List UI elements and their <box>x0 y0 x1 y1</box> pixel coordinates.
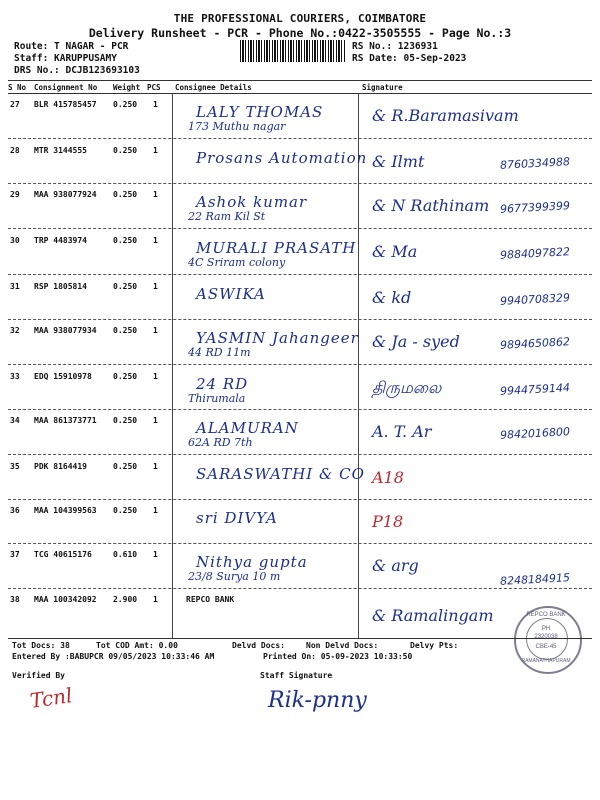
row-pcs: 1 <box>153 550 158 559</box>
drs-number: DRS No.: DCJB123693103 <box>14 65 140 76</box>
col-weight: Weight <box>113 83 141 92</box>
bank-stamp <box>514 606 582 674</box>
row-consignee-name: Prosans Automation <box>196 149 368 167</box>
row-pcs: 1 <box>153 372 158 381</box>
row-signature: & Ma <box>372 242 418 261</box>
rs-date: RS Date: 05-Sep-2023 <box>352 53 467 64</box>
row-signature: & kd <box>372 288 412 307</box>
row-signature: A. T. Ar <box>372 422 432 441</box>
row-sno: 28 <box>10 146 20 155</box>
verifier-signature: Tcnl <box>28 683 74 713</box>
row-weight: 0.250 <box>113 190 138 199</box>
row-consignee-name: Nithya gupta <box>196 553 308 571</box>
row-consignment: MTR 3144555 <box>34 146 87 155</box>
row-consignment: MAA 104399563 <box>34 506 97 515</box>
stamp-bank: REPCO BANK <box>526 612 566 618</box>
row-phone: 9884097822 <box>499 245 571 262</box>
row-consignment: TRP 4483974 <box>34 236 87 245</box>
total-cod: Tot COD Amt: 0.00 <box>96 641 178 650</box>
row-weight: 0.610 <box>113 550 138 559</box>
stamp-code: CBE-45 <box>535 644 557 650</box>
row-phone: 9944759144 <box>499 381 571 398</box>
row-pcs: 1 <box>153 190 158 199</box>
row-consignee-name: YASMIN Jahangeer <box>196 329 359 347</box>
runsheet-subtitle: Delivery Runsheet - PCR - Phone No.:0422-3505555 - Page No.:3 <box>88 26 512 40</box>
row-sno: 31 <box>10 282 20 291</box>
row-phone: 8760334988 <box>499 155 571 172</box>
rs-number: RS No.: 1236931 <box>352 41 438 52</box>
non-delivered-docs: Non Delvd Docs: <box>306 641 379 650</box>
row-signature: A18 <box>372 468 404 487</box>
row-separator <box>8 454 592 455</box>
row-sno: 29 <box>10 190 20 199</box>
row-sno: 35 <box>10 462 20 471</box>
row-consignee-address: 44 RD 11m <box>188 346 251 359</box>
row-consignee-name: SARASWATHI & CO <box>196 465 365 483</box>
row-pcs: 1 <box>153 146 158 155</box>
signature-divider <box>358 93 359 638</box>
row-consignee-address: 23/8 Surya 10 m <box>188 570 281 583</box>
row-sno: 27 <box>10 100 20 109</box>
row-consignee-name: LALY THOMAS <box>196 103 324 121</box>
col-consignment: Consignment No <box>34 83 98 92</box>
row-separator <box>8 409 592 410</box>
consignee-divider <box>172 93 173 638</box>
row-consignment: MAA 100342092 <box>34 595 97 604</box>
row-consignment: PDK 8164419 <box>34 462 87 471</box>
row-separator <box>8 274 592 275</box>
row-weight: 0.250 <box>113 372 138 381</box>
row-signature: & Ramalingam <box>372 606 494 625</box>
row-separator <box>8 543 592 544</box>
delivered-docs: Delvd Docs: <box>232 641 285 650</box>
row-consignee-name: ALAMURAN <box>196 419 299 437</box>
row-consignment: MAA 861373771 <box>34 416 97 425</box>
row-signature: P18 <box>372 512 404 531</box>
row-pcs: 1 <box>153 595 158 604</box>
row-weight: 0.250 <box>113 100 138 109</box>
entered-by: Entered By :BABUPCR 09/05/2023 10:33:46 AM <box>12 652 215 661</box>
row-signature: திருமலை <box>372 378 442 397</box>
row-consignee-name: 24 RD <box>196 375 249 393</box>
row-sno: 33 <box>10 372 20 381</box>
row-consignee-address: 173 Muthu nagar <box>188 120 286 133</box>
row-consignee-name: ASWIKA <box>196 285 266 303</box>
row-phone: 8248184915 <box>499 571 571 588</box>
table-header-rule <box>8 93 592 94</box>
row-signature: & arg <box>372 556 419 575</box>
row-weight: 0.250 <box>113 416 138 425</box>
row-pcs: 1 <box>153 236 158 245</box>
company-title: THE PROFESSIONAL COURIERS, COIMBATORE <box>173 12 427 25</box>
stamp-branch: RAMANATHAPURAM <box>521 658 571 664</box>
row-consignee-address: 22 Ram Kil St <box>188 210 266 223</box>
verified-by-label: Verified By <box>12 671 65 680</box>
col-pcs: PCS <box>147 83 161 92</box>
row-signature: & Ja - syed <box>372 332 460 351</box>
row-sno: 34 <box>10 416 20 425</box>
staff-signature-label: Staff Signature <box>260 671 333 680</box>
row-separator <box>8 183 592 184</box>
row-consignee-name: REPCO BANK <box>186 595 235 604</box>
row-consignment: EDQ 15910978 <box>34 372 92 381</box>
row-separator <box>8 138 592 139</box>
col-signature: Signature <box>362 83 403 92</box>
row-sno: 30 <box>10 236 20 245</box>
row-phone: 9677399399 <box>499 199 571 216</box>
row-pcs: 1 <box>153 282 158 291</box>
row-sno: 32 <box>10 326 20 335</box>
row-consignment: MAA 938077924 <box>34 190 97 199</box>
row-pcs: 1 <box>153 100 158 109</box>
row-consignee-address: 4C Sriram colony <box>188 256 286 269</box>
row-weight: 0.250 <box>113 236 138 245</box>
barcode <box>240 40 345 62</box>
delivery-points: Delvy Pts: <box>410 641 459 650</box>
row-pcs: 1 <box>153 416 158 425</box>
row-weight: 0.250 <box>113 146 138 155</box>
stamp-num: 2320038 <box>534 634 558 640</box>
row-consignment: TCG 40615176 <box>34 550 92 559</box>
row-signature: & R.Baramasivam <box>372 106 519 125</box>
row-phone: 9842016800 <box>499 425 571 442</box>
row-consignment: MAA 938077934 <box>34 326 97 335</box>
row-consignee-address: Thirumala <box>188 392 246 405</box>
row-separator <box>8 228 592 229</box>
row-separator <box>8 364 592 365</box>
row-sno: 37 <box>10 550 20 559</box>
staff: Staff: KARUPPUSAMY <box>14 53 117 64</box>
row-weight: 2.900 <box>113 595 138 604</box>
row-weight: 0.250 <box>113 326 138 335</box>
row-consignment: RSP 1805814 <box>34 282 87 291</box>
row-separator <box>8 588 592 589</box>
table-top-rule <box>8 80 592 81</box>
row-consignee-name: Ashok kumar <box>196 193 308 211</box>
row-separator <box>8 499 592 500</box>
row-phone: 9940708329 <box>499 291 571 308</box>
row-signature: & Ilmt <box>372 152 425 171</box>
row-weight: 0.250 <box>113 282 138 291</box>
row-sno: 38 <box>10 595 20 604</box>
printed-on: Printed On: 05-09-2023 10:33:50 <box>263 652 413 661</box>
row-consignment: BLR 415785457 <box>34 100 97 109</box>
row-signature: & N Rathinam <box>372 196 490 215</box>
row-consignee-name: MURALI PRASATH <box>196 239 357 257</box>
row-weight: 0.250 <box>113 506 138 515</box>
row-separator <box>8 319 592 320</box>
row-pcs: 1 <box>153 462 158 471</box>
staff-signature: Rik-pnny <box>268 688 367 713</box>
col-consignee: Consignee Details <box>175 83 252 92</box>
col-sno: S No <box>8 83 27 92</box>
row-sno: 36 <box>10 506 20 515</box>
row-weight: 0.250 <box>113 462 138 471</box>
row-consignee-address: 62A RD 7th <box>188 436 253 449</box>
route: Route: T NAGAR - PCR <box>14 41 129 52</box>
total-docs: Tot Docs: 38 <box>12 641 70 650</box>
row-phone: 9894650862 <box>499 335 571 352</box>
row-pcs: 1 <box>153 506 158 515</box>
table-bottom-rule <box>8 638 592 639</box>
row-consignee-name: sri DIVYA <box>196 509 278 527</box>
row-pcs: 1 <box>153 326 158 335</box>
stamp-ph: PH <box>541 626 551 632</box>
